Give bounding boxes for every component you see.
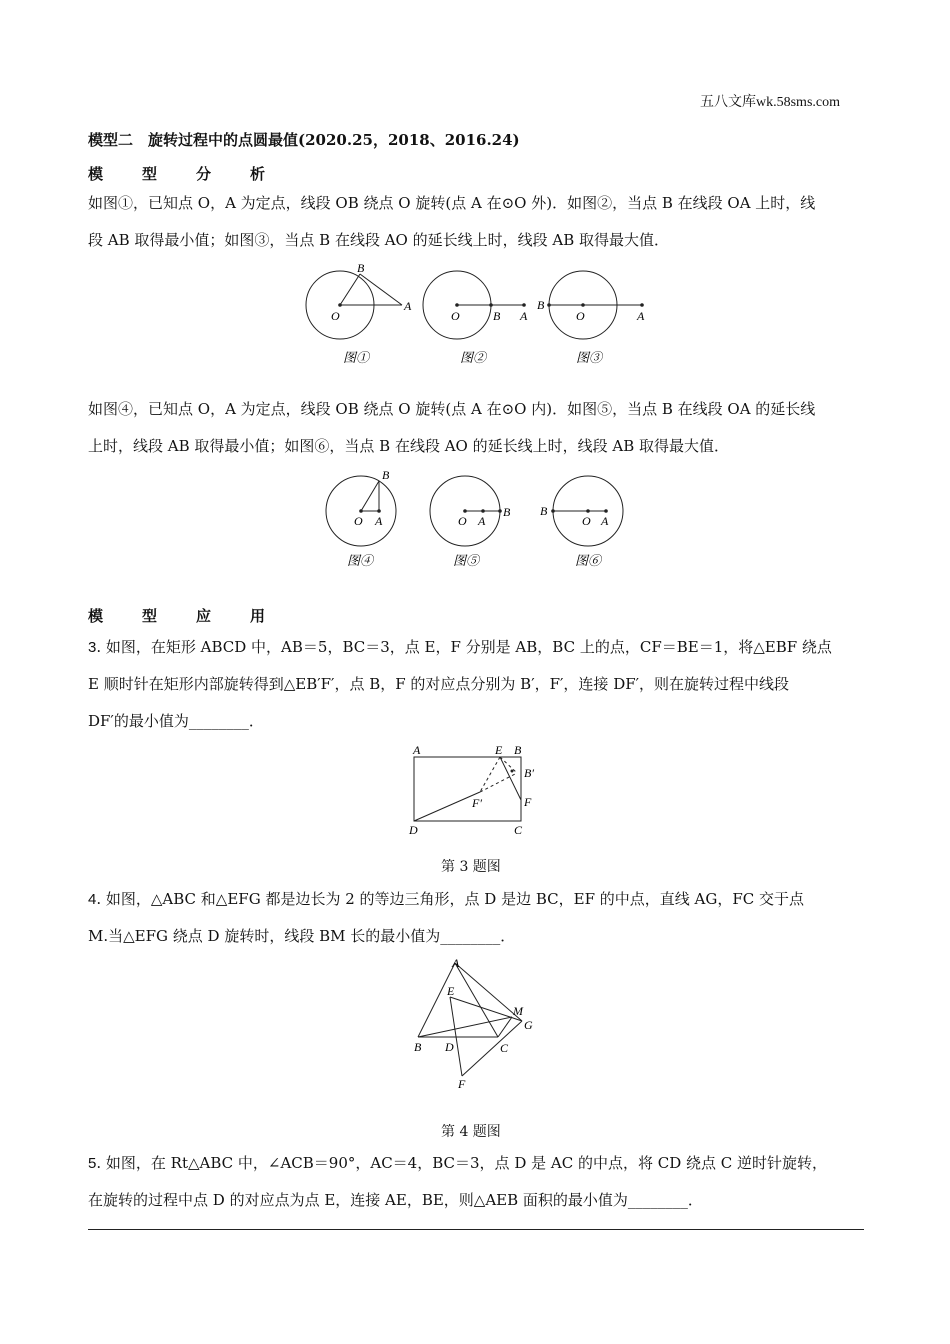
label-D: D: [409, 823, 418, 837]
question-line: E 顺时针在矩形内部旋转得到△EB′F′，点 B，F 的对应点分别为 B′，F′，连接 DF′，则在旋转过程中线段: [88, 675, 790, 693]
label-C: C: [500, 1041, 509, 1055]
label-O: O: [331, 309, 340, 323]
label-M: M: [513, 1004, 523, 1018]
question-4: [88, 881, 864, 955]
label-E: E: [495, 743, 503, 757]
caption-q3: 第 3 题图: [441, 859, 501, 875]
paragraph-line: 如图④，已知点 O，A 为定点，线段 OB 绕点 O 旋转(点 A 在⊙O 内)．如图⑤，当点 B 在线段 OA 的延长线: [88, 400, 816, 418]
question-line: M.当△EFG 绕点 D 旋转时，线段 BM 长的最小值为________．: [88, 927, 516, 945]
label-A: A: [375, 514, 383, 528]
label-O: O: [451, 309, 460, 323]
bottom-rule: [88, 1229, 864, 1230]
figure-row-inside: [320, 468, 640, 576]
paragraph-inside-point: [88, 391, 864, 465]
label-B: B: [537, 298, 545, 312]
question-line: 4. 如图，△ABC 和△EFG 都是边长为 2 的等边三角形，点 D 是边 BC，EF 的中点，直线 AG，FC 交于点: [88, 890, 804, 908]
question-line: 在旋转的过程中点 D 的对应点为点 E，连接 AE，BE，则△AEB 面积的最小值为________．: [88, 1191, 703, 1209]
section-heading: 模型二 旋转过程中的点圆最值(2020.25，2018、2016.24): [88, 131, 520, 149]
label-F-prime: F′: [472, 796, 482, 810]
label-A: A: [413, 743, 421, 757]
figure-5: [430, 476, 511, 568]
caption-fig5: 图⑤: [453, 553, 480, 568]
label-B: B: [414, 1040, 422, 1054]
label-B: B: [540, 504, 548, 518]
figure-2: [423, 271, 528, 365]
label-E: E: [447, 984, 455, 998]
label-O: O: [458, 514, 467, 528]
question-number: 4: [88, 891, 97, 908]
question-5: [88, 1145, 864, 1219]
question-3: [88, 629, 864, 740]
figure-q3: [400, 740, 560, 840]
question-line: 3. 如图，在矩形 ABCD 中，AB＝5，BC＝3，点 E，F 分别是 AB，BC 上的点，CF＝BE＝1，将△EBF 绕点: [88, 638, 832, 656]
paragraph-line: 如图①，已知点 O，A 为定点，线段 OB 绕点 O 旋转(点 A 在⊙O 外)．如图②，当点 B 在线段 OA 上时，线: [88, 194, 816, 212]
label-A: A: [601, 514, 609, 528]
label-C: C: [514, 823, 523, 837]
label-B: B: [382, 468, 390, 482]
figure-6: [540, 476, 623, 568]
subheading-model-analysis: 模 型 分 析: [88, 165, 266, 183]
label-A: A: [478, 514, 486, 528]
label-A: A: [404, 299, 412, 313]
caption-fig2: 图②: [460, 350, 487, 365]
label-B: B: [503, 505, 511, 519]
figure-3: [537, 271, 645, 365]
label-B: B: [357, 262, 365, 275]
question-line: 5. 如图，在 Rt△ABC 中，∠ACB＝90°，AC＝4，BC＝3，点 D 是 AC 的中点，将 CD 绕点 C 逆时针旋转，: [88, 1154, 828, 1172]
label-B: B: [514, 743, 522, 757]
caption-fig6: 图⑥: [575, 553, 602, 568]
caption-q4: 第 4 题图: [441, 1124, 501, 1140]
label-B-prime: B′: [524, 766, 534, 780]
paragraph-outside-point: [88, 185, 864, 259]
paragraph-line: 段 AB 取得最小值；如图③，当点 B 在线段 AO 的延长线上时，线段 AB 取得最大值．: [88, 231, 670, 249]
label-O: O: [582, 514, 591, 528]
question-number: 5: [88, 1155, 97, 1172]
caption-fig4: 图④: [347, 553, 374, 568]
figure-q4: [405, 955, 555, 1095]
caption-fig1: 图①: [343, 350, 370, 365]
label-F: F: [458, 1077, 466, 1091]
label-A: A: [637, 309, 645, 323]
label-G: G: [524, 1018, 533, 1032]
figure-4: [326, 468, 396, 568]
question-number: 3: [88, 639, 97, 656]
paragraph-line: 上时，线段 AB 取得最小值；如图⑥，当点 B 在线段 AO 的延长线上时，线段 AB 取得最大值．: [88, 437, 730, 455]
label-F: F: [524, 795, 532, 809]
subheading-model-application: 模 型 应 用: [88, 607, 266, 625]
label-D: D: [445, 1040, 454, 1054]
label-A: A: [452, 956, 460, 970]
label-A: A: [520, 309, 528, 323]
label-B: B: [493, 309, 501, 323]
figure-1: [306, 262, 412, 365]
label-O: O: [354, 514, 363, 528]
question-line: DF′的最小值为________．: [88, 712, 264, 730]
watermark: 五八文库wk.58sms.com: [700, 95, 840, 110]
figure-row-outside: [300, 262, 660, 374]
label-O: O: [576, 309, 585, 323]
caption-fig3: 图③: [576, 350, 603, 365]
